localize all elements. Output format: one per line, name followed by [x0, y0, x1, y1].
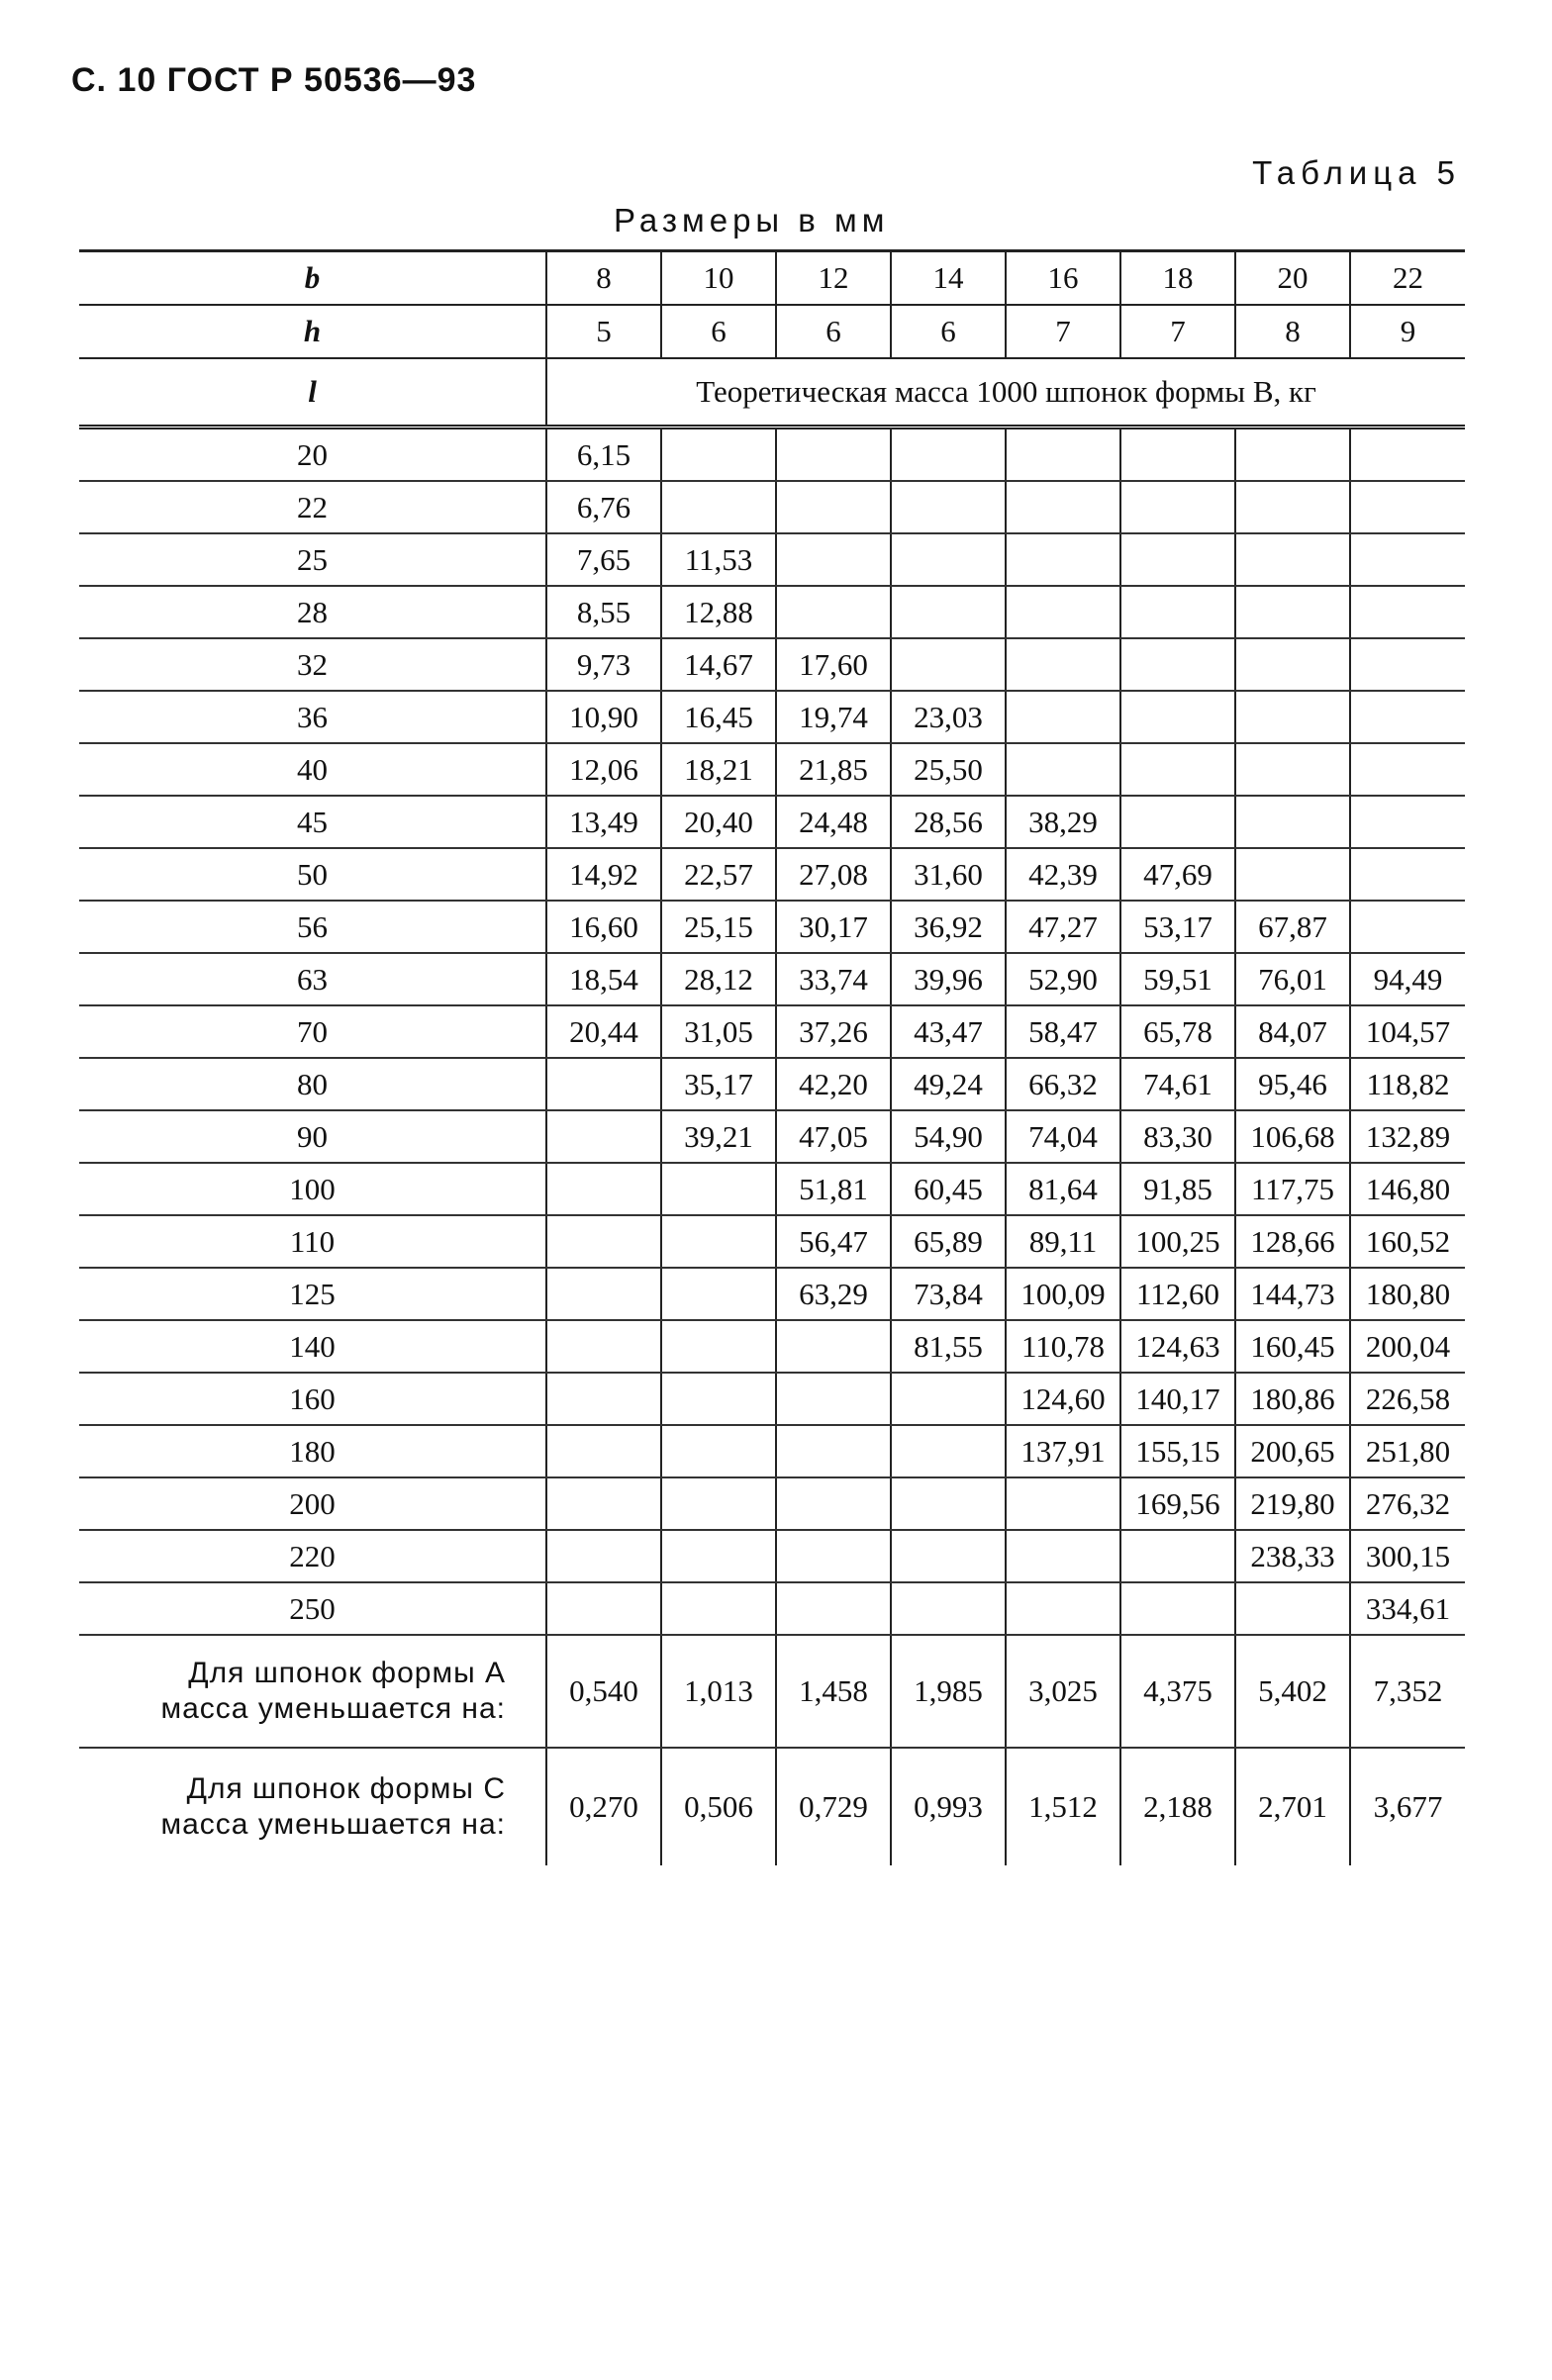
mass-cell: 12,88 [661, 586, 776, 638]
mass-cell [776, 586, 891, 638]
b-value: 22 [1350, 251, 1465, 306]
mass-cell: 334,61 [1350, 1582, 1465, 1635]
h-label: h [79, 305, 546, 358]
mass-cell: 100,09 [1006, 1268, 1120, 1320]
table-row [79, 953, 1465, 1005]
mass-cell: 124,60 [1006, 1373, 1120, 1425]
mass-cell [1235, 428, 1350, 482]
length-cell: 22 [79, 481, 546, 533]
mass-cell: 39,96 [891, 953, 1006, 1005]
mass-cell: 200,65 [1235, 1425, 1350, 1477]
table-row [79, 428, 1465, 482]
table-row [79, 1582, 1465, 1635]
mass-cell [546, 1530, 661, 1582]
mass-cell [1235, 586, 1350, 638]
reduction-value: 1,512 [1006, 1748, 1120, 1865]
mass-cell: 31,05 [661, 1005, 776, 1058]
mass-cell [661, 428, 776, 482]
l-label: l [79, 358, 546, 428]
mass-cell: 160,45 [1235, 1320, 1350, 1373]
table-row [79, 796, 1465, 848]
table-row [79, 691, 1465, 743]
mass-cell [776, 1530, 891, 1582]
length-cell: 50 [79, 848, 546, 901]
mass-cell [546, 1163, 661, 1215]
mass-cell [1006, 481, 1120, 533]
mass-cell: 100,25 [1120, 1215, 1235, 1268]
mass-cell [891, 1477, 1006, 1530]
reduction-value: 1,985 [891, 1635, 1006, 1748]
mass-cell [1350, 691, 1465, 743]
note-line-1: Для шпонок формы С [186, 1772, 506, 1805]
mass-cell [891, 1582, 1006, 1635]
mass-cell: 6,76 [546, 481, 661, 533]
mass-cell [1120, 428, 1235, 482]
mass-cell [661, 1425, 776, 1477]
mass-cell [1350, 586, 1465, 638]
mass-cell [546, 1320, 661, 1373]
mass-cell [1120, 691, 1235, 743]
table-row [79, 1058, 1465, 1110]
mass-cell [1006, 691, 1120, 743]
mass-cell: 160,52 [1350, 1215, 1465, 1268]
mass-cell [1120, 481, 1235, 533]
mass-cell [661, 481, 776, 533]
mass-cell [546, 1425, 661, 1477]
mass-cell [891, 428, 1006, 482]
mass-table [79, 249, 1465, 1865]
mass-cell [546, 1268, 661, 1320]
mass-cell [891, 1425, 1006, 1477]
mass-cell: 42,20 [776, 1058, 891, 1110]
mass-cell [1006, 1477, 1120, 1530]
mass-cell [776, 428, 891, 482]
mass-cell [546, 1110, 661, 1163]
table-row [79, 1268, 1465, 1320]
mass-cell [661, 1530, 776, 1582]
mass-cell: 47,69 [1120, 848, 1235, 901]
note-line-2: масса уменьшается на: [160, 1808, 506, 1841]
mass-cell: 128,66 [1235, 1215, 1350, 1268]
mass-cell [1006, 533, 1120, 586]
mass-cell: 10,90 [546, 691, 661, 743]
mass-cell [891, 1530, 1006, 1582]
length-cell: 220 [79, 1530, 546, 1582]
mass-cell: 300,15 [1350, 1530, 1465, 1582]
mass-cell: 132,89 [1350, 1110, 1465, 1163]
mass-cell: 276,32 [1350, 1477, 1465, 1530]
mass-cell [661, 1373, 776, 1425]
mass-cell: 11,53 [661, 533, 776, 586]
mass-cell: 65,89 [891, 1215, 1006, 1268]
mass-cell: 20,44 [546, 1005, 661, 1058]
mass-cell: 140,17 [1120, 1373, 1235, 1425]
b-value: 10 [661, 251, 776, 306]
h-value: 5 [546, 305, 661, 358]
mass-cell [891, 481, 1006, 533]
reduction-value: 4,375 [1120, 1635, 1235, 1748]
mass-cell: 8,55 [546, 586, 661, 638]
row-b [79, 251, 1465, 306]
mass-cell: 24,48 [776, 796, 891, 848]
mass-cell [776, 533, 891, 586]
mass-cell [1235, 481, 1350, 533]
table-row [79, 1320, 1465, 1373]
mass-cell [546, 1477, 661, 1530]
mass-cell: 36,92 [891, 901, 1006, 953]
mass-cell: 25,15 [661, 901, 776, 953]
mass-cell: 14,92 [546, 848, 661, 901]
mass-cell: 38,29 [1006, 796, 1120, 848]
mass-cell: 35,17 [661, 1058, 776, 1110]
mass-cell: 81,64 [1006, 1163, 1120, 1215]
mass-cell: 33,74 [776, 953, 891, 1005]
mass-cell [1350, 638, 1465, 691]
mass-cell: 54,90 [891, 1110, 1006, 1163]
reduction-value: 0,729 [776, 1748, 891, 1865]
reduction-value: 0,506 [661, 1748, 776, 1865]
mass-cell [891, 1373, 1006, 1425]
mass-cell: 83,30 [1120, 1110, 1235, 1163]
mass-cell: 51,81 [776, 1163, 891, 1215]
mass-cell: 117,75 [1235, 1163, 1350, 1215]
mass-cell [1235, 796, 1350, 848]
mass-cell: 14,67 [661, 638, 776, 691]
mass-cell: 180,86 [1235, 1373, 1350, 1425]
mass-cell: 146,80 [1350, 1163, 1465, 1215]
mass-cell: 21,85 [776, 743, 891, 796]
mass-cell [891, 638, 1006, 691]
mass-cell: 59,51 [1120, 953, 1235, 1005]
h-value: 9 [1350, 305, 1465, 358]
mass-cell: 106,68 [1235, 1110, 1350, 1163]
mass-cell: 52,90 [1006, 953, 1120, 1005]
mass-cell: 56,47 [776, 1215, 891, 1268]
mass-cell [1350, 848, 1465, 901]
mass-cell: 63,29 [776, 1268, 891, 1320]
mass-cell [776, 1477, 891, 1530]
mass-cell [776, 481, 891, 533]
length-cell: 40 [79, 743, 546, 796]
mass-cell [1350, 743, 1465, 796]
mass-cell [1350, 533, 1465, 586]
table-number: Таблица 5 [1252, 154, 1461, 191]
h-value: 8 [1235, 305, 1350, 358]
length-cell: 140 [79, 1320, 546, 1373]
mass-cell [1120, 533, 1235, 586]
mass-cell: 238,33 [1235, 1530, 1350, 1582]
mass-cell: 47,27 [1006, 901, 1120, 953]
mass-cell [1006, 743, 1120, 796]
length-cell: 56 [79, 901, 546, 953]
mass-cell: 9,73 [546, 638, 661, 691]
b-value: 16 [1006, 251, 1120, 306]
row-h [79, 305, 1465, 358]
length-cell: 63 [79, 953, 546, 1005]
row-description [79, 358, 1465, 428]
mass-cell [1235, 743, 1350, 796]
mass-cell [776, 1425, 891, 1477]
table-row [79, 586, 1465, 638]
mass-cell: 180,80 [1350, 1268, 1465, 1320]
mass-cell: 112,60 [1120, 1268, 1235, 1320]
mass-cell [546, 1215, 661, 1268]
mass-cell: 13,49 [546, 796, 661, 848]
mass-cell: 124,63 [1120, 1320, 1235, 1373]
mass-cell [1120, 796, 1235, 848]
mass-cell [776, 1582, 891, 1635]
table-row [79, 1005, 1465, 1058]
reduction-value: 2,188 [1120, 1748, 1235, 1865]
mass-cell: 42,39 [1006, 848, 1120, 901]
mass-cell: 39,21 [661, 1110, 776, 1163]
mass-cell: 58,47 [1006, 1005, 1120, 1058]
length-cell: 25 [79, 533, 546, 586]
reduction-value: 0,993 [891, 1748, 1006, 1865]
length-cell: 28 [79, 586, 546, 638]
mass-cell: 49,24 [891, 1058, 1006, 1110]
mass-cell: 27,08 [776, 848, 891, 901]
mass-cell: 47,05 [776, 1110, 891, 1163]
mass-cell: 137,91 [1006, 1425, 1120, 1477]
mass-cell [546, 1058, 661, 1110]
mass-cell: 76,01 [1235, 953, 1350, 1005]
mass-cell [776, 1320, 891, 1373]
note-line-2: масса уменьшается на: [160, 1692, 506, 1725]
table-row [79, 848, 1465, 901]
table-row [79, 1110, 1465, 1163]
reduction-value: 5,402 [1235, 1635, 1350, 1748]
mass-cell: 18,54 [546, 953, 661, 1005]
mass-cell: 74,61 [1120, 1058, 1235, 1110]
mass-cell: 16,45 [661, 691, 776, 743]
mass-cell [1350, 796, 1465, 848]
h-value: 7 [1120, 305, 1235, 358]
mass-cell: 37,26 [776, 1005, 891, 1058]
mass-cell [1006, 1530, 1120, 1582]
mass-cell [1235, 533, 1350, 586]
length-cell: 80 [79, 1058, 546, 1110]
mass-cell [1006, 1582, 1120, 1635]
mass-cell [1120, 638, 1235, 691]
h-value: 6 [661, 305, 776, 358]
mass-cell [1350, 481, 1465, 533]
mass-cell [891, 533, 1006, 586]
mass-cell [1120, 743, 1235, 796]
length-cell: 90 [79, 1110, 546, 1163]
table-row [79, 533, 1465, 586]
length-cell: 125 [79, 1268, 546, 1320]
h-value: 6 [776, 305, 891, 358]
mass-cell: 28,56 [891, 796, 1006, 848]
mass-cell: 17,60 [776, 638, 891, 691]
mass-cell [661, 1477, 776, 1530]
h-value: 6 [891, 305, 1006, 358]
mass-cell: 25,50 [891, 743, 1006, 796]
mass-cell: 81,55 [891, 1320, 1006, 1373]
mass-cell: 118,82 [1350, 1058, 1465, 1110]
mass-cell: 169,56 [1120, 1477, 1235, 1530]
note-line-1: Для шпонок формы А [188, 1657, 506, 1689]
mass-cell [1235, 638, 1350, 691]
mass-cell: 43,47 [891, 1005, 1006, 1058]
table-row [79, 1425, 1465, 1477]
reduction-value: 0,270 [546, 1748, 661, 1865]
mass-cell: 74,04 [1006, 1110, 1120, 1163]
mass-cell: 110,78 [1006, 1320, 1120, 1373]
length-cell: 32 [79, 638, 546, 691]
length-cell: 20 [79, 428, 546, 482]
mass-cell: 104,57 [1350, 1005, 1465, 1058]
mass-cell [546, 1582, 661, 1635]
table-row [79, 1373, 1465, 1425]
mass-cell [891, 586, 1006, 638]
mass-cell [1120, 1582, 1235, 1635]
mass-cell [1006, 586, 1120, 638]
table-row [79, 638, 1465, 691]
b-value: 20 [1235, 251, 1350, 306]
length-cell: 250 [79, 1582, 546, 1635]
mass-cell: 23,03 [891, 691, 1006, 743]
table-row [79, 1163, 1465, 1215]
mass-cell: 219,80 [1235, 1477, 1350, 1530]
b-value: 18 [1120, 251, 1235, 306]
mass-cell: 89,11 [1006, 1215, 1120, 1268]
note-label [79, 1635, 546, 1748]
reduction-value: 0,540 [546, 1635, 661, 1748]
mass-cell: 7,65 [546, 533, 661, 586]
mass-cell [661, 1163, 776, 1215]
table-row [79, 1477, 1465, 1530]
mass-cell: 91,85 [1120, 1163, 1235, 1215]
b-label: b [79, 251, 546, 306]
reduction-value: 3,677 [1373, 1789, 1443, 1824]
mass-cell: 144,73 [1235, 1268, 1350, 1320]
table-row [79, 1530, 1465, 1582]
mass-cell [1350, 901, 1465, 953]
mass-cell: 67,87 [1235, 901, 1350, 953]
length-cell: 70 [79, 1005, 546, 1058]
form-c-row [79, 1748, 1465, 1865]
mass-cell: 53,17 [1120, 901, 1235, 953]
reduction-value: 2,701 [1235, 1748, 1350, 1865]
mass-cell [661, 1215, 776, 1268]
mass-cell: 251,80 [1350, 1425, 1465, 1477]
mass-cell: 94,49 [1350, 953, 1465, 1005]
h-value: 7 [1006, 305, 1120, 358]
length-cell: 200 [79, 1477, 546, 1530]
mass-cell: 65,78 [1120, 1005, 1235, 1058]
mass-cell: 84,07 [1235, 1005, 1350, 1058]
mass-cell: 16,60 [546, 901, 661, 953]
units-caption: Размеры в мм [614, 202, 890, 238]
length-cell: 180 [79, 1425, 546, 1477]
mass-cell: 200,04 [1350, 1320, 1465, 1373]
mass-cell: 73,84 [891, 1268, 1006, 1320]
table-body [79, 251, 1465, 1866]
length-cell: 36 [79, 691, 546, 743]
length-cell: 45 [79, 796, 546, 848]
length-cell: 110 [79, 1215, 546, 1268]
note-label [79, 1748, 546, 1865]
mass-cell [661, 1268, 776, 1320]
b-value: 12 [776, 251, 891, 306]
length-cell: 160 [79, 1373, 546, 1425]
mass-cell [1235, 1582, 1350, 1635]
mass-cell [1235, 848, 1350, 901]
mass-cell [1006, 638, 1120, 691]
b-value: 8 [546, 251, 661, 306]
mass-cell: 12,06 [546, 743, 661, 796]
mass-cell: 60,45 [891, 1163, 1006, 1215]
reduction-value: 1,458 [776, 1635, 891, 1748]
mass-cell: 226,58 [1350, 1373, 1465, 1425]
mass-cell: 31,60 [891, 848, 1006, 901]
mass-cell [1120, 586, 1235, 638]
mass-cell [661, 1582, 776, 1635]
mass-cell [1235, 691, 1350, 743]
mass-cell [546, 1373, 661, 1425]
mass-cell: 66,32 [1006, 1058, 1120, 1110]
mass-cell: 95,46 [1235, 1058, 1350, 1110]
mass-cell: 18,21 [661, 743, 776, 796]
reduction-value: 3,025 [1006, 1635, 1120, 1748]
mass-cell: 6,15 [546, 428, 661, 482]
mass-cell: 20,40 [661, 796, 776, 848]
mass-cell [1120, 1530, 1235, 1582]
table-row [79, 1215, 1465, 1268]
mass-cell [1006, 428, 1120, 482]
form-a-row [79, 1635, 1465, 1748]
table-row [79, 901, 1465, 953]
mass-description: Теоретическая масса 1000 шпонок формы В, кг [546, 358, 1465, 428]
table-row [79, 743, 1465, 796]
mass-cell: 28,12 [661, 953, 776, 1005]
page-header: С. 10 ГОСТ Р 50536—93 [71, 61, 477, 99]
reduction-value: 7,352 [1350, 1635, 1465, 1748]
table-row [79, 481, 1465, 533]
mass-cell: 155,15 [1120, 1425, 1235, 1477]
length-cell: 100 [79, 1163, 546, 1215]
mass-cell [1350, 428, 1465, 482]
mass-cell [776, 1373, 891, 1425]
mass-cell: 22,57 [661, 848, 776, 901]
mass-cell: 30,17 [776, 901, 891, 953]
reduction-value: 1,013 [661, 1635, 776, 1748]
b-value: 14 [891, 251, 1006, 306]
mass-cell [661, 1320, 776, 1373]
mass-cell: 19,74 [776, 691, 891, 743]
